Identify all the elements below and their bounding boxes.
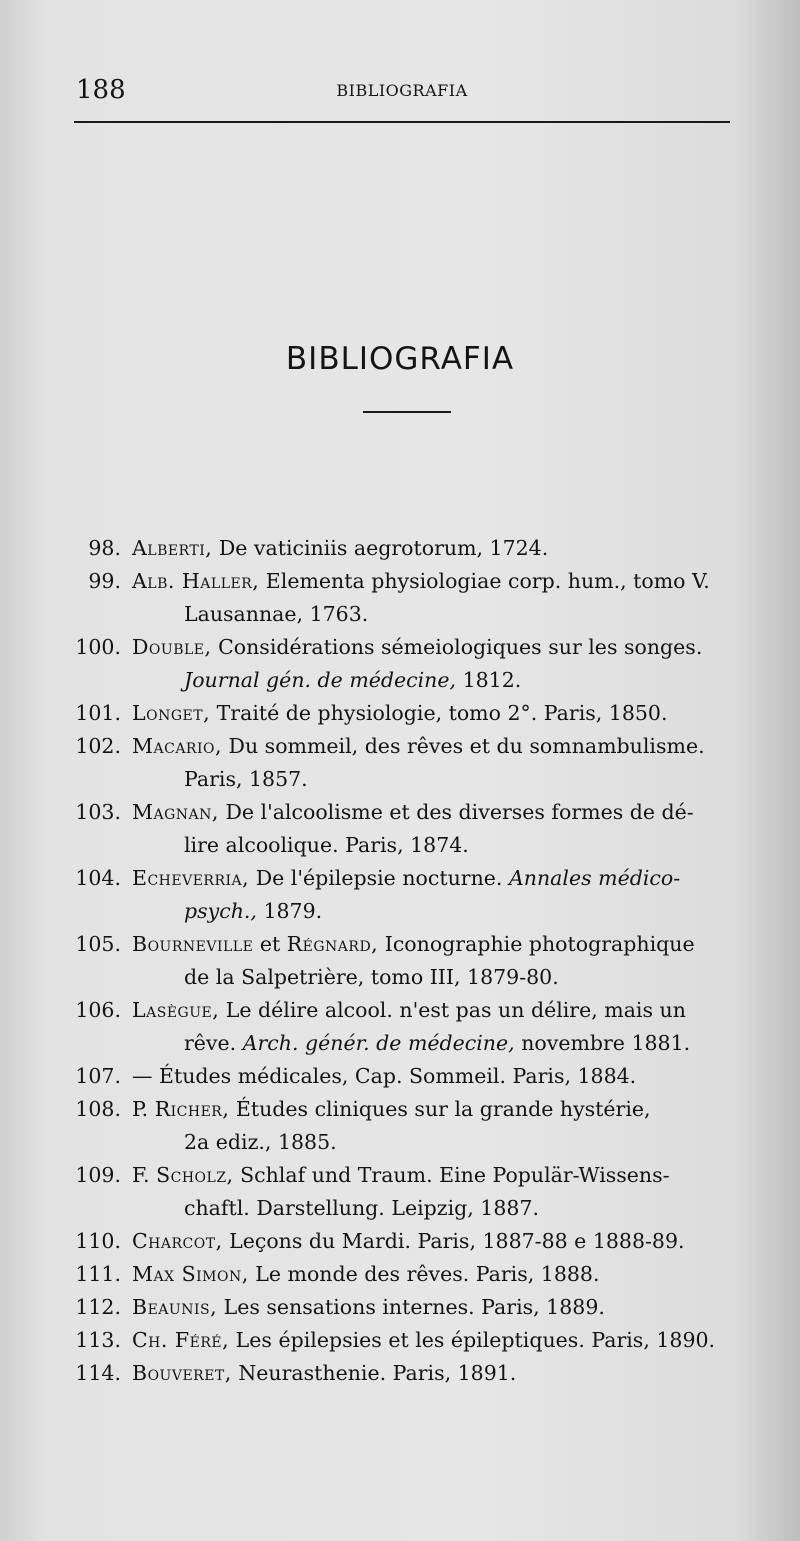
bibliography-entry [60,862,740,928]
entry-number: 98. [88,536,121,560]
entry-text [132,730,740,796]
entry-number: 107. [75,1064,121,1088]
bibliography-entry [60,1093,740,1159]
entry-number: 114. [75,1361,121,1385]
citation-text: De l'alcoolisme et des diverses formes de dé- [218,800,694,824]
author-name: Max Simon, [132,1262,249,1286]
author-name: Ch. Féré, [132,1328,230,1352]
entry-number: 103. [75,800,121,824]
journal-title: Arch. génér. de médecine, [242,1031,515,1055]
entry-line-1 [132,1357,740,1390]
author-name: Régnard, [286,932,379,956]
author-name: Charcot, [132,1229,223,1253]
entry-line-1 [132,1291,740,1324]
journal-title: psych., [184,899,257,923]
entry-text [132,862,740,928]
author-name: Richer, [154,1097,230,1121]
entry-line-1 [132,796,740,829]
bibliography-entry [60,565,740,631]
citation-text: Leçons du Mardi. Paris, 1887-88 e 1888-89. [222,1229,685,1253]
entry-line-1 [132,1060,740,1093]
author-name: Longet, [132,701,211,725]
citation-text: novembre 1881. [514,1031,691,1055]
entry-number: 101. [75,701,121,725]
bibliography-entry [60,994,740,1060]
entry-line-1 [132,1093,740,1126]
author-name: Bouveret, [132,1361,232,1385]
entry-number: 108. [75,1097,121,1121]
citation-text: Le délire alcool. n'est pas un délire, mais un [219,998,686,1022]
journal-title: Annales médico- [508,866,681,890]
entry-number: 102. [75,734,121,758]
bibliography-entry [60,730,740,796]
author-name: Magnan, [132,800,219,824]
citation-text: 2a ediz., 1885. [184,1130,337,1154]
bibliography-entry [60,1159,740,1225]
entry-line-1 [132,1324,740,1357]
entry-number: 113. [75,1328,121,1352]
citation-text: De vaticiniis aegrotorum, 1724. [212,536,549,560]
citation-text: Études cliniques sur la grande hystérie, [229,1097,651,1121]
citation-text: Considérations sémeiologiques sur les songes. [211,635,703,659]
author-name: Lasègue, [132,998,220,1022]
entry-line-1 [132,532,740,565]
entry-text [132,1093,740,1159]
author-name: Double, [132,635,212,659]
citation-text: 1812. [456,668,522,692]
entry-line-1 [132,1258,740,1291]
bibliography-entry [60,1291,740,1324]
bibliography-entry [60,1060,740,1093]
entry-line-1 [132,1225,740,1258]
entry-line-2 [184,1126,740,1159]
entry-line-1 [132,565,740,598]
journal-title: Journal gén. de médecine, [184,668,457,692]
bibliography-entry [60,796,740,862]
entry-text [132,1324,740,1357]
author-name: Echeverria, [132,866,250,890]
bibliography-entry [60,697,740,730]
running-title: BIBLIOGRAFIA [336,81,468,100]
bibliography-entry [60,928,740,994]
citation-text: Le monde des rêves. Paris, 1888. [248,1262,600,1286]
bibliography-entry [60,1258,740,1291]
entry-text [132,1258,740,1291]
entry-line-2 [184,1192,740,1225]
entry-text [132,928,740,994]
entry-text [132,994,740,1060]
entry-text [132,631,740,697]
citation-text: Schlaf und Traum. Eine Populär-Wissens- [233,1163,670,1187]
bibliography-entry [60,1225,740,1258]
entry-line-1 [132,730,740,763]
entry-line-2 [184,664,740,697]
citation-text: De l'épilepsie nocturne. [249,866,509,890]
entry-number: 100. [75,635,121,659]
header-rule [74,121,730,123]
bibliography-entry [60,532,740,565]
entry-number: 104. [75,866,121,890]
entry-line-2 [184,961,740,994]
citation-text: Traité de physiologie, tomo 2°. Paris, 1850. [210,701,668,725]
entry-text [132,697,740,730]
author-name: Beaunis, [132,1295,218,1319]
entry-number: 110. [75,1229,121,1253]
citation-text: F. [132,1163,157,1187]
entry-line-1 [132,1159,740,1192]
citation-text: Paris, 1857. [184,767,308,791]
entry-number: 105. [75,932,121,956]
citation-text: Du sommeil, des rêves et du somnambulisme. [222,734,705,758]
citation-text: rêve. [184,1031,243,1055]
entry-line-1 [132,994,740,1027]
running-head [74,74,730,110]
entry-line-2 [184,598,740,631]
citation-text: — Études médicales, Cap. Sommeil. Paris, 1884. [132,1064,637,1088]
author-name: Alberti, [132,536,213,560]
page-number: 188 [76,75,126,105]
citation-text: Iconographie photographique [378,932,695,956]
entry-line-2 [184,829,740,862]
entry-text [132,796,740,862]
author-name: Bourneville [132,932,254,956]
citation-text: et [253,932,287,956]
citation-text: chaftl. Darstellung. Leipzig, 1887. [184,1196,539,1220]
entry-line-1 [132,928,740,961]
citation-text: Lausannae, 1763. [184,602,369,626]
author-name: Macario, [132,734,222,758]
bibliography-list [60,532,740,1390]
citation-text: lire alcoolique. Paris, 1874. [184,833,469,857]
bibliography-entry [60,1324,740,1357]
bibliography-entry [60,631,740,697]
citation-text: Les sensations internes. Paris, 1889. [217,1295,605,1319]
entry-text [132,532,740,565]
entry-line-1 [132,631,740,664]
entry-number: 99. [88,569,121,593]
entry-text [132,565,740,631]
citation-text: Neurasthenie. Paris, 1891. [231,1361,517,1385]
citation-text: Elementa physiologiae corp. hum., tomo V. [259,569,710,593]
author-name: Scholz, [156,1163,234,1187]
entry-line-2 [184,1027,740,1060]
entry-text [132,1060,740,1093]
title-rule [363,411,451,413]
entry-line-2 [184,763,740,796]
citation-text: 1879. [256,899,323,923]
chapter-title: BIBLIOGRAFIA [285,341,515,377]
entry-number: 106. [75,998,121,1022]
author-name: Alb. Haller, [132,569,260,593]
citation-text: P. [132,1097,155,1121]
citation-text: de la Salpetrière, tomo III, 1879-80. [184,965,559,989]
entry-line-2 [184,895,740,928]
entry-line-1 [132,862,740,895]
citation-text: Les épilepsies et les épileptiques. Paris, 1890. [229,1328,716,1352]
entry-line-1 [132,697,740,730]
bibliography-entry [60,1357,740,1390]
entry-number: 111. [75,1262,121,1286]
entry-text [132,1357,740,1390]
entry-text [132,1159,740,1225]
entry-number: 109. [75,1163,121,1187]
entry-number: 112. [75,1295,121,1319]
entry-text [132,1291,740,1324]
entry-text [132,1225,740,1258]
